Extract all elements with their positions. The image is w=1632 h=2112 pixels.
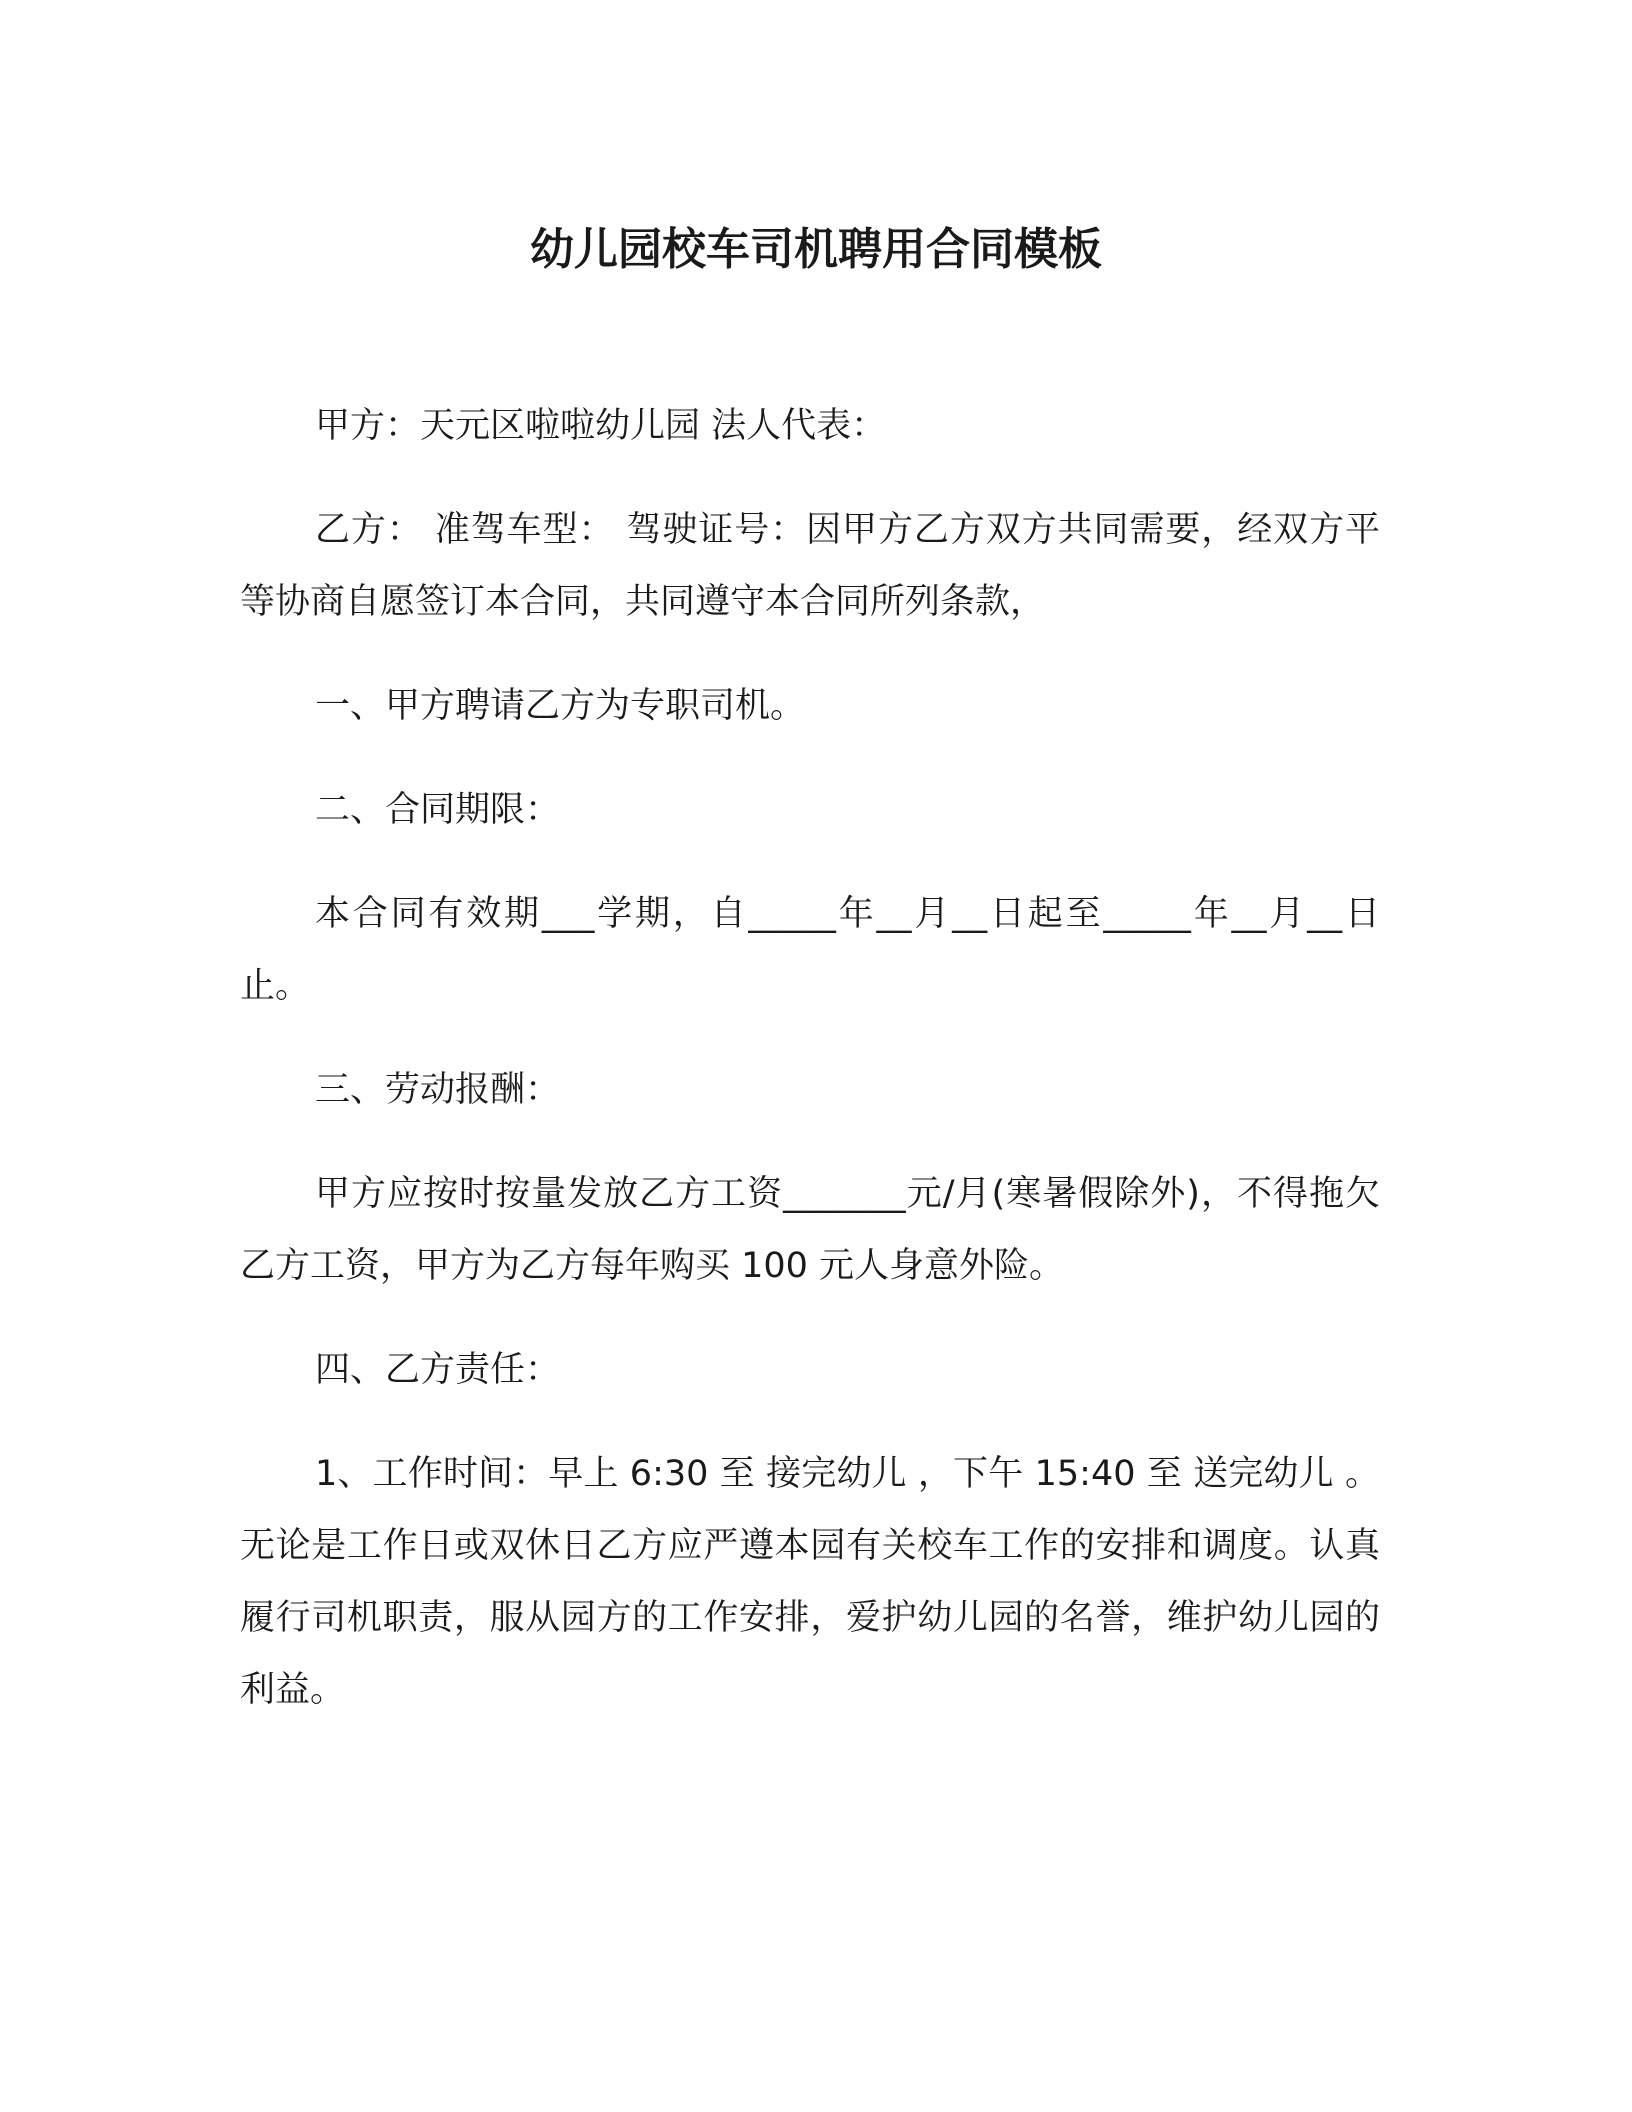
clause-2-heading: 二、合同期限：	[315, 790, 561, 830]
document-title: 幼儿园校车司机聘用合同模板	[530, 224, 1102, 275]
document-body	[240, 390, 1380, 1758]
party-a-line: 甲方：天元区啦啦幼儿园 法人代表：	[315, 406, 887, 446]
work-hours-line: 1、工作时间：早上 6:30 至 接完幼儿 ，下午 15:40 至 送完幼儿 。无论是工作日或双休日乙方应严遵本园有关校车工作的安排和调度。认真履行司机职责，服从园方的工作安排，爱护幼儿园的名誉，维护幼儿园的利益。	[240, 1454, 1380, 1710]
contract-term-line: 本合同有效期___学期，自_____年__月__日起至_____年__月__日止。	[240, 894, 1380, 1006]
clause-1: 一、甲方聘请乙方为专职司机。	[315, 686, 806, 726]
salary-line: 甲方应按时按量发放乙方工资_______元/月(寒暑假除外)，不得拖欠乙方工资，甲方为乙方每年购买 100 元人身意外险。	[240, 1174, 1380, 1286]
party-b-line: 乙方： 准驾车型： 驾驶证号：因甲方乙方双方共同需要，经双方平等协商自愿签订本合同，共同遵守本合同所列条款，	[240, 510, 1380, 622]
clause-4-heading: 四、乙方责任：	[315, 1350, 561, 1390]
clause-3-heading: 三、劳动报酬：	[315, 1070, 561, 1110]
